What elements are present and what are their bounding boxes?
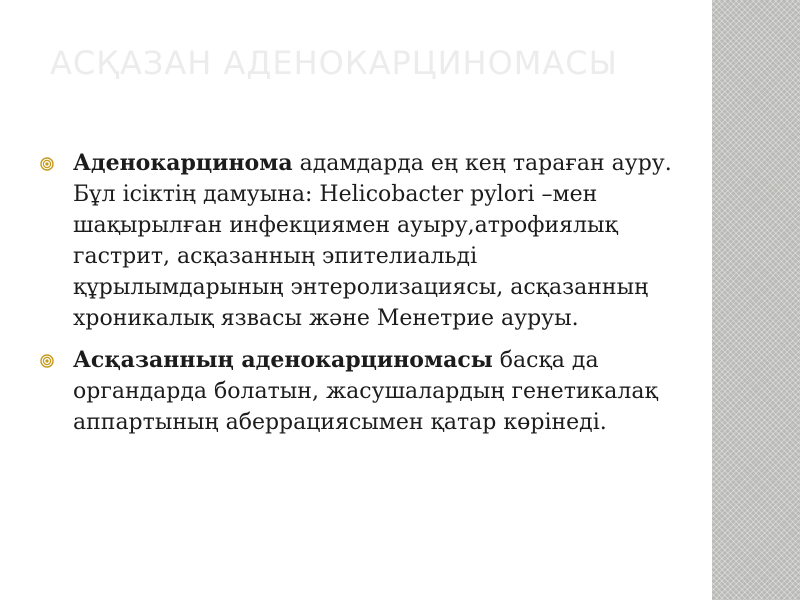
slide-title: АСҚАЗАН АДЕНОКАРЦИНОМАСЫ	[50, 44, 618, 82]
bullet-item	[40, 148, 680, 334]
concentric-circle-bullet-icon	[40, 157, 54, 171]
bullet-item	[40, 345, 680, 438]
bullet-text: басқа да органдарда болатын, жасушалардың генетикалақ аппартының аберрациясымен қатар көрінеді.	[73, 348, 658, 435]
bullet-list	[40, 148, 680, 449]
concentric-circle-bullet-icon	[40, 354, 54, 368]
bullet-text: адамдарда ең кең тараған ауру. Бұл ісіктің дамуына: Helicobacter pylori –мен шақырылған инфекциямен ауыру,атрофиялық гастрит, асқазанның эпителиальді құрылымдарының энтеролизациясы, асқазанның хроникалық язвасы және Менетрие ауруы.	[73, 151, 672, 331]
decorative-side-band	[712, 0, 800, 600]
bullet-term: Аденокарцинома	[73, 150, 293, 176]
bullet-term: Асқазанның аденокарциномасы	[73, 347, 493, 373]
